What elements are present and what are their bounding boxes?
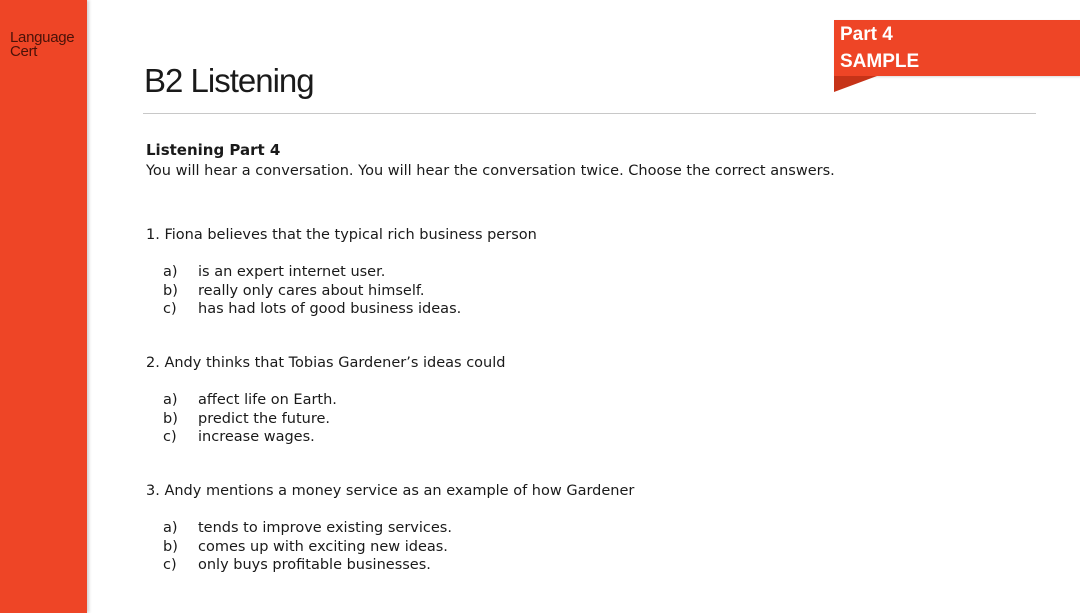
option-text: predict the future. [198, 410, 331, 427]
option-letter: b) [163, 410, 178, 427]
question-text: 1. Fiona believes that the typical rich business person [146, 227, 537, 243]
option-letter: c) [163, 301, 177, 317]
answer-option-c [163, 428, 846, 447]
answer-option-c [163, 556, 846, 575]
section-instructions: You will hear a conversation. You will hear the conversation twice. Choose the correct answers. [146, 163, 835, 179]
answer-option-a [163, 263, 846, 282]
question-text: 2. Andy thinks that Tobias Gardener’s ideas could [146, 355, 506, 371]
logo-line-language: Language [10, 29, 75, 46]
answer-option-a [163, 519, 846, 538]
option-text: increase wages. [198, 429, 315, 445]
title-divider [143, 113, 1036, 114]
answer-options [146, 263, 846, 319]
question-1 [146, 227, 846, 319]
answer-option-b [163, 538, 846, 557]
question-text: 3. Andy mentions a money service as an example of how Gardener [146, 483, 635, 499]
answer-option-b [163, 282, 846, 301]
option-letter: a) [163, 264, 178, 280]
option-letter: b) [163, 538, 178, 555]
option-letter: c) [163, 557, 177, 573]
badge-part-label: Part 4 [840, 24, 893, 45]
option-letter: c) [163, 429, 177, 445]
brand-sidebar [0, 0, 87, 613]
option-text: only buys profitable businesses. [198, 557, 431, 573]
option-text: really only cares about himself. [198, 282, 425, 299]
page-title: B2 Listening [144, 62, 314, 99]
badge-sample-label: SAMPLE [840, 51, 920, 72]
logo-line-cert: Cert [10, 43, 38, 60]
answer-option-b [163, 410, 846, 429]
answer-options [146, 391, 846, 447]
answer-options [146, 519, 846, 575]
part-sample-badge [834, 20, 1080, 76]
option-text: has had lots of good business ideas. [198, 301, 462, 317]
languagecert-logo [10, 31, 74, 59]
question-2 [146, 355, 846, 447]
option-letter: a) [163, 392, 178, 408]
answer-option-c [163, 300, 846, 319]
option-text: is an expert internet user. [198, 264, 386, 280]
option-letter: b) [163, 282, 178, 299]
badge-fold-tab [834, 76, 877, 92]
option-letter: a) [163, 520, 178, 536]
option-text: comes up with exciting new ideas. [198, 538, 448, 555]
answer-option-a [163, 391, 846, 410]
section-heading: Listening Part 4 [146, 141, 281, 159]
question-3 [146, 483, 846, 575]
option-text: affect life on Earth. [198, 392, 337, 408]
option-text: tends to improve existing services. [198, 520, 452, 536]
